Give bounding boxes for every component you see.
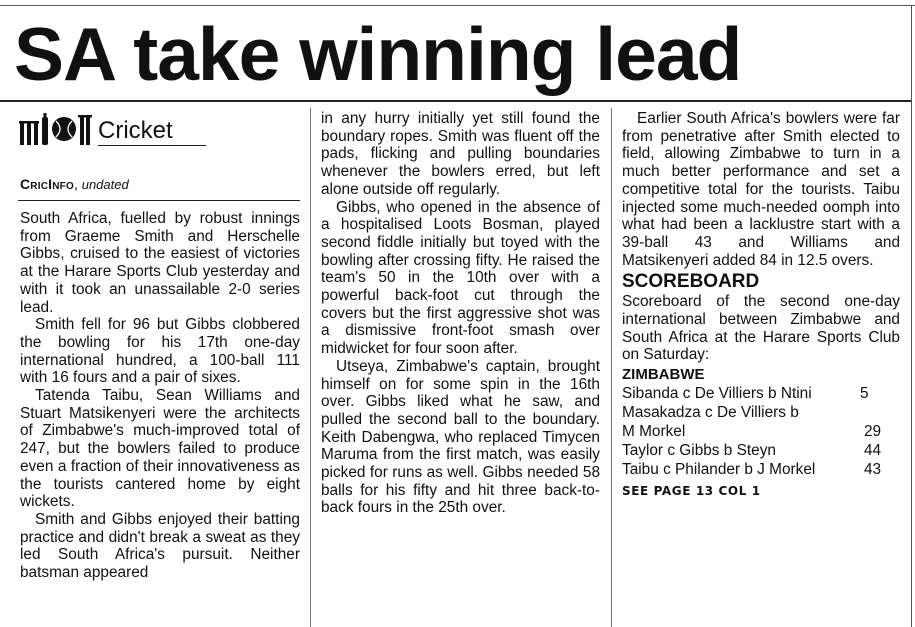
dismissal: Masakadza c De Villiers b xyxy=(622,404,799,422)
right-border xyxy=(911,5,912,627)
runs: 44 xyxy=(864,442,882,460)
article-column-3 xyxy=(622,110,900,501)
paragraph: Utseya, Zimbabwe's captain, brought himself on for some spin in the 16th over. Gibbs liked what he saw, and pulled the second ball to the boundary. Keith Dabengwa, who replaced Timycen Maruma from the first match, was easily picked for runs as well. Gibbs needed 58 balls for his fifty and hit three back-to-back fours in the 25th over. xyxy=(321,357,600,517)
paragraph: Smith and Gibbs enjoyed their batting practice and didn't break a sweat as they led South Africa's pursuit. Neither batsman appeared xyxy=(20,510,300,582)
score-row xyxy=(622,422,900,441)
score-row xyxy=(622,441,900,460)
article-column-1 xyxy=(20,210,300,582)
byline-source: CricInfo xyxy=(20,176,74,192)
top-border xyxy=(0,5,915,6)
continued-note: SEE PAGE 13 COL 1 xyxy=(622,484,761,499)
dismissal: Sibanda c De Villiers b Ntini xyxy=(622,385,812,403)
section-rule xyxy=(98,145,206,146)
column-divider xyxy=(611,108,612,627)
paragraph: Earlier South Africa's bowlers were far from penetrative after Smith elected to field, allowing Zimbabwe to turn in a much better performance and set a competitive total for the tourists. Taibu injected some much-needed oomph into what had been a lacklustre start with a 39-ball 43 and Williams and Matsikenyeri added 84 in 12.5 overs. xyxy=(622,110,900,269)
paragraph: Tatenda Taibu, Sean Williams and Stuart Matsikenyeri were the architects of Zimbabwe's much-improved total of 247, but the bowlers failed to produce even a fraction of their innovativeness as the tourists cantered home by eight wickets. xyxy=(20,387,300,511)
runs: 5 xyxy=(860,385,869,403)
column-divider xyxy=(310,108,311,627)
headline: SA take winning lead xyxy=(14,12,742,96)
byline-rule xyxy=(18,200,300,201)
article-column-2 xyxy=(321,110,600,517)
team-name: ZIMBABWE xyxy=(622,366,705,384)
score-row xyxy=(622,460,900,479)
paragraph: in any hurry initially yet still found the boundary ropes. Smith was fluent off the pads, flicking and pulling boundaries whenever the bowlers erred, but left alone outside off regularly. xyxy=(321,110,600,198)
paragraph: South Africa, fuelled by robust innings from Graeme Smith and Herschelle Gibbs, cruised to the easiest of victories at the Harare Sports Club yesterday and with it took an unassailable 2-0 series lead. xyxy=(20,210,300,316)
score-row xyxy=(622,403,900,422)
score-row xyxy=(622,384,900,403)
cricket-section-icon xyxy=(18,113,92,147)
runs: 29 xyxy=(864,423,882,441)
scoreboard-heading: SCOREBOARD xyxy=(622,271,760,293)
byline-date: undated xyxy=(81,177,129,192)
section-tag xyxy=(18,113,298,147)
byline: CricInfo, undated xyxy=(20,176,129,192)
paragraph: Smith fell for 96 but Gibbs clobbered the bowling for his 17th one-day international hundred, a 100-ball 111 with 16 fours and a pair of sixes. xyxy=(20,316,300,387)
scoreboard-intro: Scoreboard of the second one-day international between Zimbabwe and South Africa at the Harare Sports Club on Saturday: xyxy=(622,293,900,364)
headline-rule xyxy=(0,100,911,102)
dismissal: Taibu c Philander b J Morkel xyxy=(622,461,816,479)
paragraph: Gibbs, who opened in the absence of a hospitalised Loots Bosman, played second fiddle initially but toyed with the bowling after crossing fifty. He raised the team's 50 in the 10th over with a powerful back-foot cut through the covers but the first aggressive shot was a dismissive front-foot smash over midwicket for four soon after. xyxy=(321,198,600,358)
runs xyxy=(864,403,888,422)
dismissal: Taylor c Gibbs b Steyn xyxy=(622,442,776,460)
dismissal: M Morkel xyxy=(622,423,686,441)
section-label: Cricket xyxy=(98,117,173,144)
runs: 43 xyxy=(864,461,882,479)
